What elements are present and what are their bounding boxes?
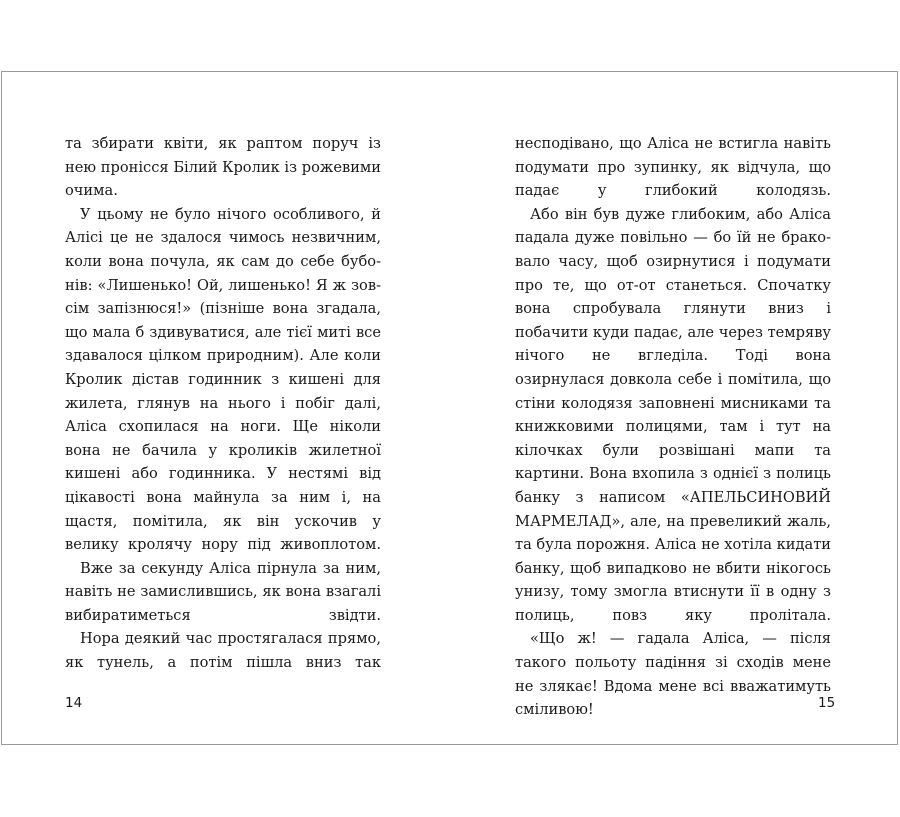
book-spread — [1, 71, 898, 745]
right-paragraph-3: «Що ж! — гадала Аліса, — після такого польоту падіння зі сходів мене не злякає! Вдома мене всі вважатимуть сміливою! — [515, 630, 831, 719]
right-paragraph-1: несподівано, що Аліса не встигла навіть подумати про зупинку, як відчула, що падає у глибокий колодязь. — [515, 135, 831, 200]
left-paragraph-3: Вже за секунду Аліса пірнула за ним, навіть не замислившись, як вона взагалі вибиратиметься звідти. — [65, 559, 381, 624]
left-paragraph-4: Нора деякий час простягалася прямо, як тунель, а потім пішла вниз так — [65, 630, 381, 672]
left-page — [65, 132, 381, 675]
right-paragraph-2: Або він був дуже глибоким, або Аліса падала дуже повільно — бо їй не браковало часу, щоб озирнутися і подумати про те, що от-от станеться. Спочатку вона спробувала глянути вниз і побачити куди падає, але через темряву нічого не вгледіла. Тоді вона озирнулася довкола себе і помітила, що стіни колодязя заповнені мисниками та книжковими полицями, там і тут на кілочках були розвішані мапи та картини. Вона вхопила з однієї з полиць банку з написом «АПЕЛЬСИНОВИЙ МАРМЕЛАД», але, на превеликий жаль, та була порожня. Аліса не хотіла кидати банку, щоб випадково не вбити нікогось унизу, тому змогла втиснути її в одну з полиць, повз яку пролітала. — [515, 205, 831, 624]
page-number-left: 14 — [65, 695, 83, 711]
left-paragraph-2: У цьому не було нічого особливого, й Алісі це не здалося чимось незвичним, коли вона почула, як сам до себе бубонів: «Лишенько! Ой, лишенько! Я ж зовсім запізнюся!» (пізніше вона згадала, що мала б здивуватися, але тієї миті все здавалося цілком природним). Але коли Кролик дістав годинник з кишені для жилета, глянув на нього і побіг далі, Аліса схопилася на ноги. Ще ніколи вона не бачила у кроликів жилетної кишені або годинника. У нестямі від цікавості вона майнула за ним і, на щастя, помітила, як він ускочив у велику кролячу нору під живоплотом. — [65, 205, 381, 554]
page-number-right: 15 — [818, 695, 836, 711]
left-paragraph-1: та збирати квіти, як раптом поруч із нею пронісся Білий Кролик із рожевими очима. — [65, 135, 381, 200]
right-page — [515, 132, 831, 722]
